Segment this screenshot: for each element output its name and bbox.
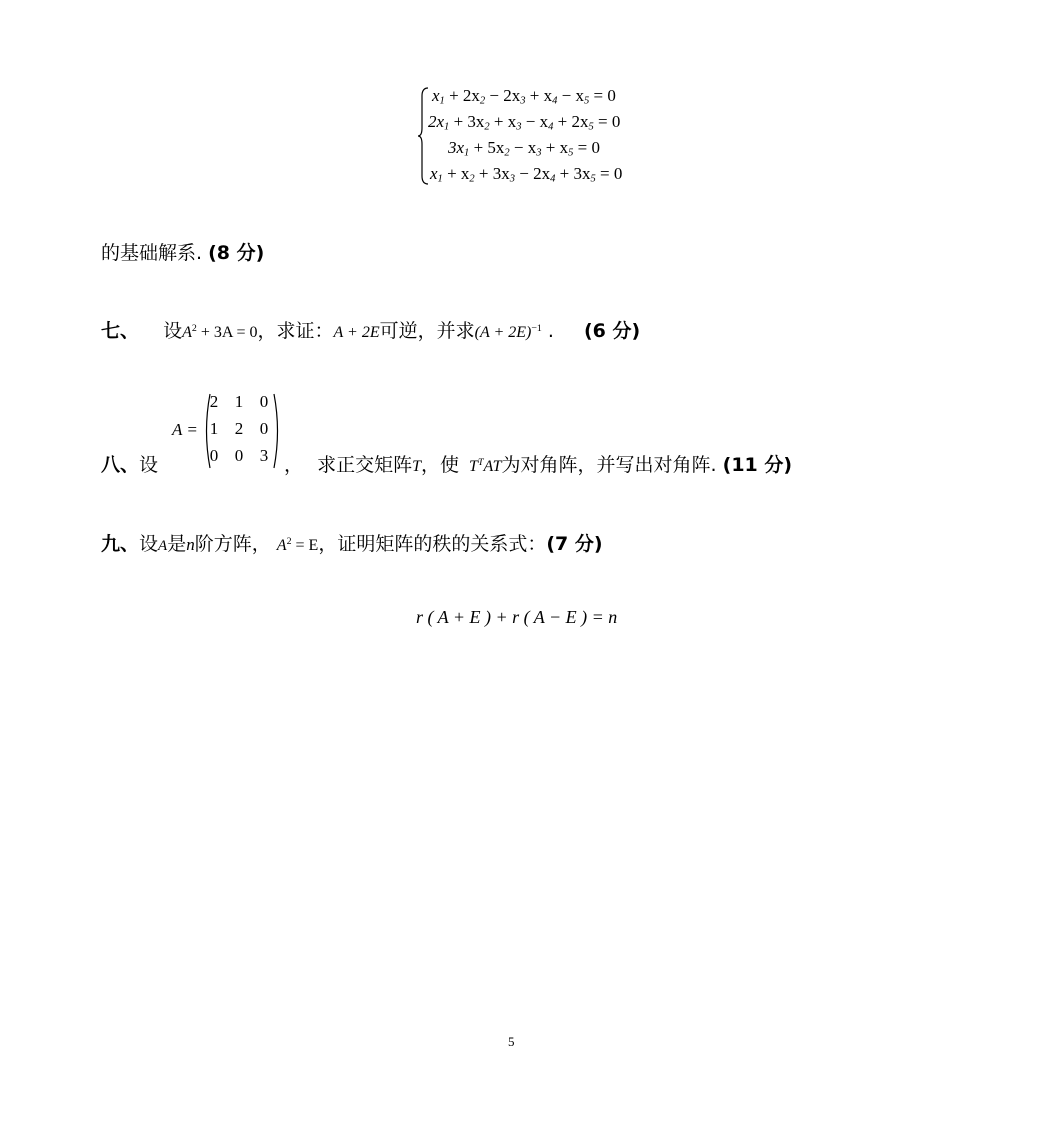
matrix-a [172,392,282,470]
question-8-number: 八、 [101,454,140,476]
equation-3: $3x_1 + 5x_2 - x_3 + x_5 = 0$ [448,138,600,159]
matrix-cell: 3 [259,446,269,465]
question-9-math-1: A [158,538,168,554]
question-9-math-2: n [186,535,195,554]
equation-1: $x_1 + 2x_2 - 2x_3 + x_4 - x_5 = 0$ [432,86,616,107]
question-8-label [101,450,158,477]
matrix-lhs: A = [172,420,198,439]
question-7-text-2: ，求证： [257,320,334,342]
question-8-text-1: 设 [139,454,159,476]
question-8-math-1: T [412,458,421,475]
basic-solution-line [101,238,264,265]
question-9 [101,529,603,556]
question-7-math-3: $(A + 2E)^{-1}$ [474,323,542,341]
matrix-cell: 0 [209,446,219,465]
question-7-math-2: A + 2E [333,324,380,341]
question-8-text-2: ， [284,454,304,476]
question-8-math-2: $T^TAT$ [469,457,502,475]
equation-2: $2x_1 + 3x_2 + x_3 - x_4 + 2x_5 = 0$ [428,112,621,133]
question-8-text-5: 为对角阵，并写出对角阵. [501,454,717,476]
question-7-text-1: 设 [163,320,183,342]
matrix-cell: 2 [209,392,219,411]
question-9-text-4: ，证明矩阵的秩的关系式： [318,533,547,555]
matrix-cell: 0 [259,392,269,411]
question-8-text-4: ，使 [420,454,459,476]
matrix-cell: 0 [259,419,269,438]
linear-equation-system [416,84,626,188]
left-brace [416,84,430,188]
equation-4: $x_1 + x_2 + 3x_3 - 2x_4 + 3x_5 = 0$ [430,164,623,185]
question-7-math-1: $A^2 + 3A = 0$ [182,323,258,341]
question-9-text-1: 设 [139,533,159,555]
score-q6: (8 分) [208,242,265,264]
question-7 [101,316,640,343]
score-q8: (11 分) [722,454,793,476]
matrix-cell: 0 [234,446,244,465]
question-7-number: 七、 [101,320,140,342]
matrix-cell: 1 [209,419,219,438]
score-q9: (7 分) [546,533,603,555]
question-7-text-4: . [547,320,554,342]
question-8-body [284,450,792,477]
question-9-number: 九、 [101,533,140,555]
matrix-cell: 1 [234,392,244,411]
question-7-text-3: 可逆，并求 [379,320,475,342]
rank-formula: r ( A + E ) + r ( A − E ) = n [416,607,618,627]
score-q7: (6 分) [583,320,641,342]
question-9-math-3: $A^2 = E$ [276,536,319,554]
question-8-text-3: 求正交矩阵 [317,454,413,476]
page-number: 5 [508,1034,515,1049]
question-9-text-2: 是 [167,533,187,555]
basic-solution-text: 的基础解系. [101,242,203,264]
matrix-cell: 2 [234,419,244,438]
question-9-text-3: 阶方阵， [194,533,271,555]
